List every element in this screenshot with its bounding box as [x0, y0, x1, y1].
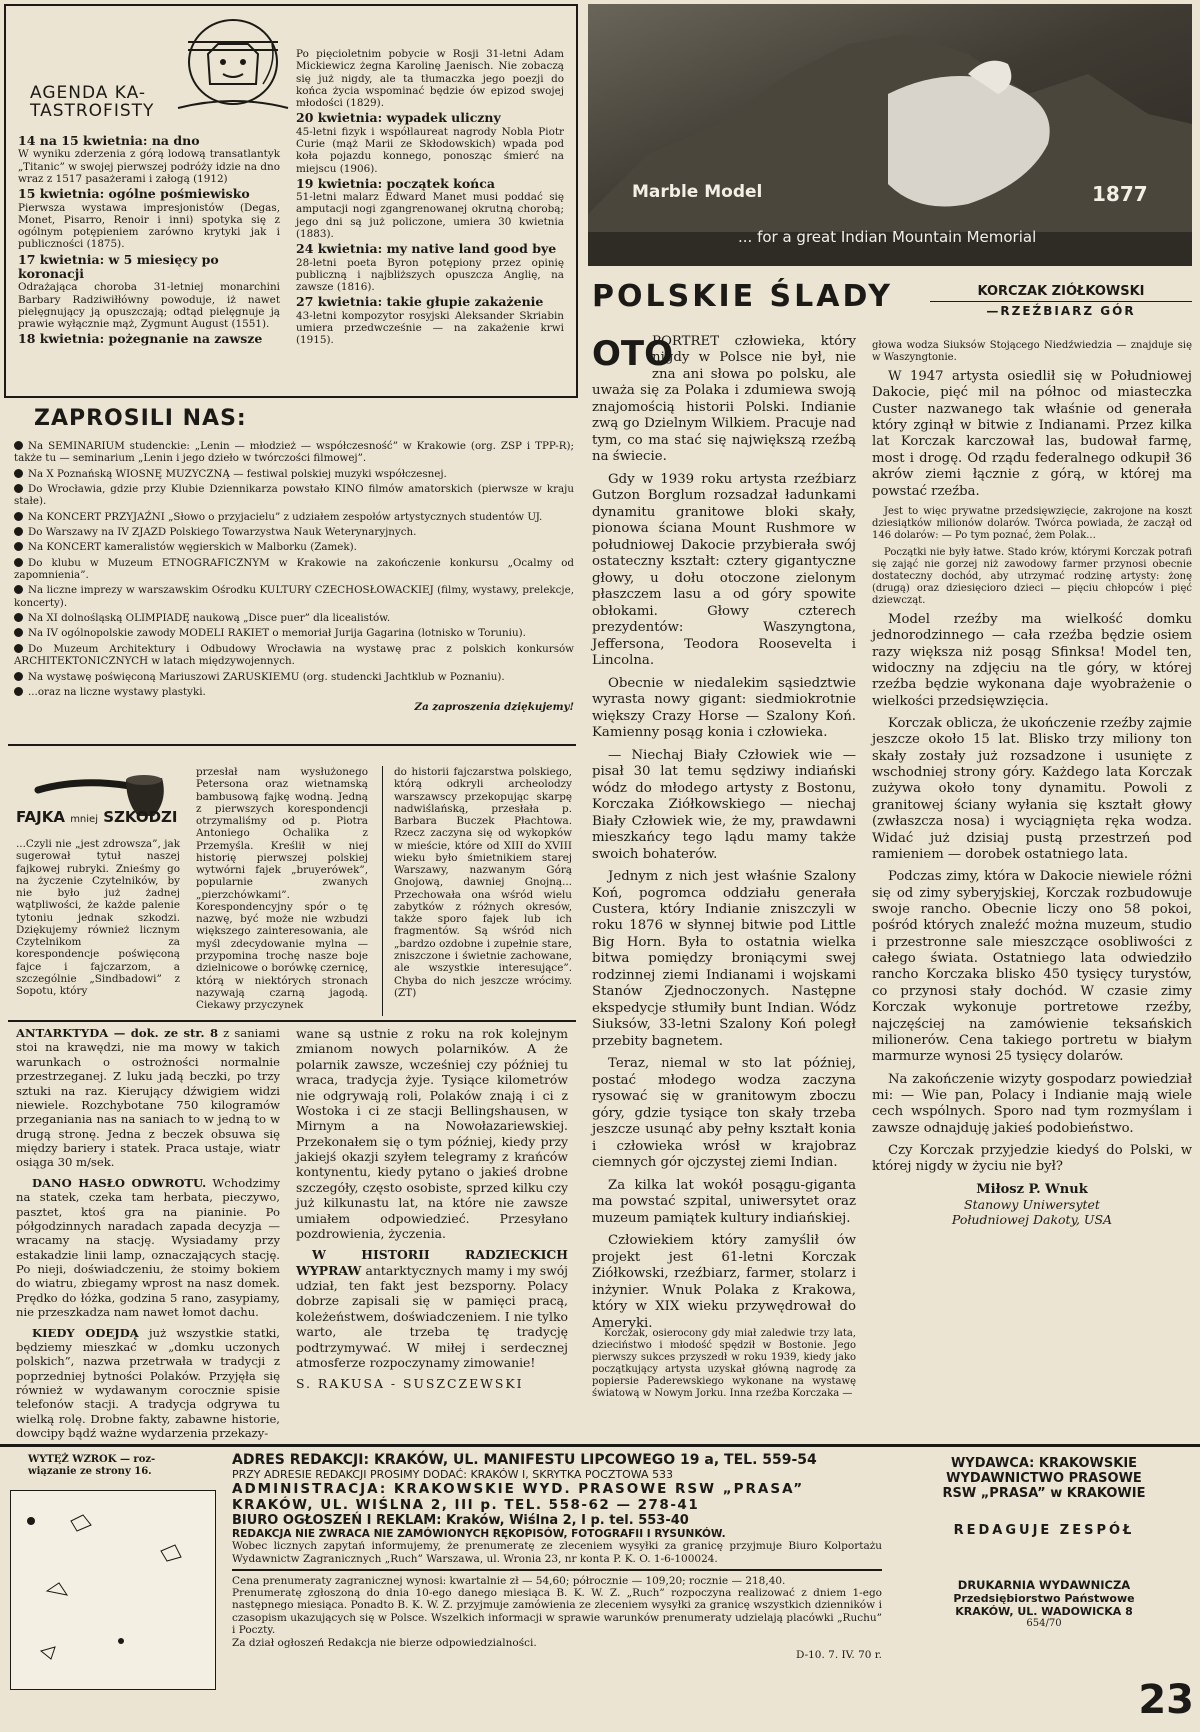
- mountain-photo: [588, 4, 1192, 266]
- bullet-icon: [14, 441, 23, 450]
- zaprosili-closing: Za zaproszenia dziękujemy!: [414, 701, 574, 714]
- zaprosili-title: ZAPROSILI NAS:: [34, 406, 247, 431]
- divider: [8, 1020, 576, 1022]
- list-item: Na SEMINARIUM studenckie: „Lenin — młodzież — współczesność” w Krakowie (org. ZSP i TPP-R); także tu — seminarium „Lenin i jego dzieło w twórczości filmowej”.: [14, 440, 574, 465]
- bullet-icon: [14, 558, 23, 567]
- photo-caption-mid: ... for a great Indian Mountain Memorial: [738, 228, 1037, 246]
- bullet-icon: [14, 469, 23, 478]
- agenda-title: AGENDA KA- TASTROFISTY: [30, 83, 155, 121]
- agenda-entry: 18 kwietnia: pożegnanie na zawsze: [18, 331, 263, 347]
- fajka-col3: do historii fajczarstwa polskiego, którą odkryli archeolodzy warszawscy przekopując skarpę nadwiślańską, przesłała p. Barbara Buczek Płachtowa. Rzecz zaczyna się od wykopków w mieście, które od XIII do XVIII wieku było śmietnikiem starej Warszawy, nazwanym Górą Gnojową, dawniej Gnojną... Przechowała ona wśród wielu zabytków z różnych okresów, także sporo fajek lub ich fragmentów. Są wśród nich „bardzo ozdobne i zupełnie stare, zniszczone i świetnie zachowane, ale wszystkie interesujące”. Chyba do nich jeszcze wrócimy. (ZT): [394, 766, 572, 999]
- bullet-icon: [14, 527, 23, 536]
- divider: [382, 766, 383, 1016]
- agenda-entry: 27 kwietnia: takie głupie zakażenie 43-letni kompozytor rosyjski Aleksander Skriabin umiera przedwcześnie — na zakażenie krwi (1915).: [296, 294, 564, 347]
- puzzle-label: WYTĘŻ WZROK — roz- wiązanie ze strony 16.: [28, 1454, 156, 1477]
- paragraph: Na zakończenie wizyty gospodarz powiedział mi: — Wie pan, Polacy i Indianie mają wiele cech wspólnych. Sporo nad tym rozmyślam i zawsze odnajduję jakieś podobieństwo.: [872, 1071, 1192, 1136]
- paragraph: głowa wodza Siuksów Stojącego Niedźwiedzia — znajduje się w Waszyngtonie.: [872, 340, 1192, 363]
- article-col2: [872, 340, 1192, 1438]
- bullet-icon: [14, 585, 23, 594]
- antarktyda-col2: [296, 1026, 568, 1436]
- dropcap: OTO: [592, 334, 673, 374]
- paragraph: Podczas zimy, która w Dakocie niewiele różni się od zimy syberyjskiej, Korczak rozbudowuje swoje rancho. Obecnie liczy ono 58 pokoi, pośród których znaleźć można muzeum, studio i przestronne sale mieszczące osobliwości z całego świata. Ostatniego lata odwiedziło rancho Korczaka blisko 450 tysięcy turystów, co przynosi stały dochód. W czasie zimy Korczak wykonuje portretowe rzeźby, najczęściej na zamówienie teksańskich milionerów. Cena takiego portretu w białym marmurze wynosi 25 tysięcy dolarów.: [872, 869, 1192, 1065]
- list-item: Na liczne imprezy w warszawskim Ośrodku KULTURY CZECHOSŁOWACKIEJ (filmy, wystawy, prelekcje, koncerty).: [14, 584, 574, 609]
- puzzle-shapes: [11, 1491, 217, 1691]
- photo-drawing: [588, 4, 1192, 266]
- catastrophist-illustration: [168, 14, 298, 118]
- agenda-entry: 14 na 15 kwietnia: na dno W wyniku zderzenia z górą lodową transatlantyk „Titanic” w swojej pierwszej podróży idzie na dno wraz z 1517 pasażerami i załogą (1912): [18, 133, 280, 185]
- paragraph: KIEDY ODEJDĄ już wszystkie statki, będziemy mieszkać w „domku uczonych polskich”, nazwa przetrwała w tradycji z poprzedniej bytności Polaków. Przyjęła się również w wydawanym corocznie spisie telefonów stacji. A tradycja odgrywa tu wielką rolę. Drobne fakty, zabawne historie, dowcipy bądź ważne wydarzenia przekazy-: [16, 1325, 280, 1441]
- fajka-col1: ...Czyli nie „jest zdrowsza”, jak sugerował tytuł naszej fajkowej rubryki. Znieśmy go na życzenie Czytelników, by nie było już żadnej wątpliwości, że każde palenie tytoniu jednak szkodzi. Dziękujemy również licznym Czytelnikom za korespondencje poświęconą fajce i fajczarzom, a szczególnie „Sindbadowi” z Sopotu, który: [16, 838, 180, 998]
- list-item: ...oraz na liczne wystawy plastyki.: [14, 686, 574, 698]
- bullet-icon: [14, 628, 23, 637]
- paragraph: Korczak oblicza, że ukończenie rzeźby zajmie jeszcze około 15 lat. Blisko trzy miliony ton skały zostały już rozsadzone i usunięte z wschodniej strony góry. Każdego lata Korczak zużywa około tony dynamitu. Powoli z granitowej ściany wyłania się kształt głowy (zwłaszcza nosa) i wyciągnięta ręka wodza. Widać już dzisiaj pustą przestrzeń pod ramieniem — dorobek ostatniego lata.: [872, 716, 1192, 862]
- paragraph: ANTARKTYDA — dok. ze str. 8 z saniami stoi na krawędzi, nie ma mowy w takich warunkach o ostrożności normalnie przestrzeganej. Z luku jadą beczki, po trzy sztuki na raz. Kierujący dźwigiem widzi niewiele. Rozchybotane 750 kilogramów przeganiania nas na saniach to w jedną to w drugą stronę. Jedna z beczek obsuwa się między bariery i statek. Praca ustaje, wiatr osiąga 30 m/sek.: [16, 1026, 280, 1170]
- divider: [8, 744, 576, 746]
- paragraph: Teraz, niemal w sto lat później, postać młodego wodza zaczyna rysować się w granitowym zboczu góry, gdzie tysiące ton skały trzeba jeszcze usunąć aby pełny kształt konia i człowieka wrósł w krajobraz ciemnych gór ojczystej ziemi Indian.: [592, 1056, 856, 1171]
- fajka-title: FAJKA mniej SZKODZI: [16, 808, 178, 826]
- paragraph: W HISTORII RADZIECKICH WYPRAW antarktycznych mamy i my swój udział, ten fakt jest bezsporny. Polacy dobrze zapisali się w pamięci pracą, koleżeństwem, doświadczeniem. I nie tylko warto, ale trzeba tę tradycję podtrzymywać. W miłej i serdecznej atmosferze rozpoczynamy zimowanie!: [296, 1247, 568, 1370]
- paragraph: Gdy w 1939 roku artysta rzeźbiarz Gutzon Borglum rozsadzał ładunkami dynamitu granitowe bloki skały, pionowa ściana Mount Rushmore w południowej Dakocie przybierała swój ostateczny kształt: cztery gigantyczne głowy, u dołu otoczone zielonym płaszczem lasu a od góry spowite obłokami. Głowy czterech prezydentów: Waszyngtona, Jeffersona, Teodora Roosevelta i Lincolna.: [592, 471, 856, 669]
- list-item: Do Warszawy na IV ZJAZD Polskiego Towarzystwa Nauk Weterynaryjnych.: [14, 526, 574, 538]
- polskie-slady-title: POLSKIE ŚLADY: [592, 279, 893, 314]
- photo-caption-left: Marble Model: [632, 182, 763, 202]
- footer-center: ADRES REDAKCJI: KRAKÓW, UL. MANIFESTU LIPCOWEGO 19 a, TEL. 559-54 PRZY ADRESIE REDAKCJI PROSIMY DODAĆ: KRAKÓW I, SKRYTKA POCZTOWA 533 ADMINISTRACJA: KRAKOWSKIE WYD. PRASOWE RSW „PRASA” KRAKÓW, UL. WIŚLNA 2, III p. TEL. 558-62 — 278-41 BIURO OGŁOSZEŃ I REKLAM: Kraków, Wiślna 2, I p. tel. 553-40 REDAKCJA NIE ZWRACA NIE ZAMÓWIONYCH RĘKOPISÓW, FOTOGRAFII I RYSUNKÓW. Wobec licznych zapytań informujemy, że prenumeratę ze zleceniem wysyłki za granicę przyjmuje Biuro Kolportażu Wydawnictw Zagranicznych „Ruch” Warszawa, ul. Wronia 23, nr konta P. K. O. 1-6-100024. Cena prenumeraty zagranicznej wynosi: kwartalnie zł — 54,60; półrocznie — 109,20; rocznie — 218,40. Prenumeratę zgłoszoną do dnia 10-ego danego miesiąca B. K. W. Z. „Ruch” rozpoczyna realizować z dniem 1-ego następnego miesiąca. Ponadto B. K. W. Z. przyjmuje zamówienia ze zleceniem wysyłki za granicę wszystkich dzienników i czasopism ukazujących się w Polsce. Wszelkich informacji w sprawie warunków prenumeraty udzielają placówki „Ruchu” i Poczty. Za dział ogłoszeń Redakcja nie bierze odpowiedzialności. D-10. 7. IV. 70 r.: [232, 1452, 882, 1662]
- paragraph: PORTRET człowieka, który nigdy w Polsce nie był, nie zna ani słowa po polsku, ale uważa się za Polaka i zdumiewa swoją znajomością historii Polski. Indianie zwą go Dzielnym Wilkiem. Pracuje nad tym, co ma stać się największą rzeźbą na świecie.: [592, 334, 856, 465]
- paragraph: Model rzeźby ma wielkość domku jednorodzinnego — cała rzeźba będzie osiem razy większa niż posąg Sfinksa! Model ten, widoczny na zdjęciu na tle góry, w której rzeźba będzie wykonana daje wyobrażenie o wielkości przedsięwzięcia.: [872, 611, 1192, 709]
- list-item: Do klubu w Muzeum ETNOGRAFICZNYM w Krakowie na zakończenie konkursu „Ocalmy od zapomnienia”.: [14, 556, 574, 582]
- list-item: Na X Poznańską WIOSNĘ MUZYCZNĄ — festiwal polskiej muzyki współczesnej.: [14, 468, 574, 480]
- paragraph: DANO HASŁO ODWROTU. Wchodzimy na statek, czeka tam herbata, pieczywo, pasztet, ktoś gra na pianinie. Po półgodzinnych naradach zapada decyzja — wracamy na stację. Wysiadamy przy estakadzie linii lamp, oznaczających stację. Po nieji, doświadczeniu, że stoimy bokiem do wiatru, zbiegamy wprost na nasz domek. Prędko do łóżka, godzina 5 rano, zasypiamy, nie przeszkadza nam nawet łomot dachu.: [16, 1175, 280, 1320]
- footer-rule: [0, 1444, 1200, 1447]
- paragraph: Człowiekiem który zamyślił ów projekt jest 61-letni Korczak Ziółkowski, rzeźbiarz, farmer, stolarz i inżynier. Wnuk Polaka z Krakowa, który w XIX wieku przywędrował do Ameryki.: [592, 1233, 856, 1331]
- agenda-entry: 20 kwietnia: wypadek uliczny 45-letni fizyk i współlaureat nagrody Nobla Piotr Curie (mąż Marii ze Skłodowskich) wpada pod koła pojazdu konnego, ponosząc śmierć na miejscu (1906).: [296, 110, 564, 175]
- list-item: Na wystawę poświęconą Mariuszowi ZARUSKIEMU (org. studencki Jachtklub w Poznaniu).: [14, 671, 574, 683]
- divider: [232, 1569, 882, 1571]
- zaprosili-list: [14, 440, 574, 718]
- bullet-icon: [14, 613, 23, 622]
- fajka-col2: przesłał nam wysłużonego Petersona oraz wietnamską bambusową fajkę wodną. Jedną z pierwszych korespondencji otrzymaliśmy od p. Piotra Antoniego Ochalika z Przemyśla. Kreślił w niej historię pierwszej polskiej wytwórni fajek „bruyerówek”, popularnie zwanych „pierzchówkami”. Korespondencyjny spór o tę nazwę, być może nie wzbudzi większego zainteresowania, ale myśl zdecydowanie mylna — przypomina trochę nasze boje dzielnicowe o borówkę czernicę, którą w niektórych stronach nazywają czarną jagodą. Ciekawy przyczynek: [196, 766, 368, 1012]
- paragraph: W 1947 artysta osiedlił się w Południowej Dakocie, pięć mil na północ od miasteczka Custer nazwanego tak właśnie od generała który zginął w bitwie z Indianami. Przez kilka lat Korczak karczował las, budował farmę, most i drogę. Od rządu federalnego odkupił 36 akrów ziemi łącznie z górą, w której ma powstać rzeźba.: [872, 369, 1192, 499]
- signature: S. RAKUSA - SUSZCZEWSKI: [296, 1376, 524, 1392]
- article-col1: [592, 334, 856, 1331]
- paragraph: Jest to więc prywatne przedsięwzięcie, zakrojone na koszt dziesiątków milionów dolarów. Twórca powiada, że zaczął od 146 dolarów: — Po tym poznać, żem Polak...: [872, 505, 1192, 541]
- author-block: Miłosz P. Wnuk Stanowy Uniwersytet Południowej Dakoty, USA: [951, 1181, 1113, 1227]
- agenda-entry: 15 kwietnia: ogólne pośmiewisko Pierwsza wystawa impresjonistów (Degas, Monet, Pisarro, Renoir i inni) spotyka się z ogólnym potępieniem zarówno krytyki jak i publiczności (1875).: [18, 186, 280, 251]
- bullet-icon: [14, 687, 23, 696]
- paragraph: Początki nie były łatwe. Stado krów, którymi Korczak potrafi się zająć nie gorzej niż zawodowy farmer przynosi obecnie dostateczny dochód, aby utrzymać rodzinę artysty: żonę (drugą) oraz dziesięcioro dzieci — pięciu chłopców i pięć dziewcząt.: [872, 546, 1192, 606]
- bullet-icon: [14, 484, 23, 493]
- article-col1-small: [592, 1328, 856, 1438]
- bullet-icon: [14, 672, 23, 681]
- list-item: Do Muzeum Architektury i Odbudowy Wrocławia na wystawę prac z polskich konkursów ARCHITEKTONICZNYCH w latach międzywojennych.: [14, 642, 574, 668]
- puzzle-image: [10, 1490, 216, 1690]
- page-number: 23: [1138, 1677, 1194, 1723]
- agenda-column-left: [18, 134, 280, 394]
- list-item: Na KONCERT kameralistów węgierskich w Malborku (Zamek).: [14, 541, 574, 553]
- paragraph: Obecnie w niedalekim sąsiedztwie wyrasta nowy gigant: siedmiokrotnie większy Crazy Horse — Szalony Koń. Kamienny posąg konia i człowieka.: [592, 675, 856, 741]
- bullet-icon: [14, 542, 23, 551]
- paragraph: Korczak, osierocony gdy miał zaledwie trzy lata, dzieciństwo i młodość spędził w Bostonie. Jego pierwszy sukces przyszedł w roku 1939, kiedy jako początkujący artysta uzyskał główną nagrodę za popiersie Paderewskiego wykonane na wystawę światową w Nowym Jorku. Inna rzeźba Korczaka —: [592, 1328, 856, 1399]
- agenda-entry: 19 kwietnia: początek końca 51-letni malarz Edward Manet musi poddać się amputacji nogi zgangrenowanej okrutną chorobą; jego dni są już policzone, umiera 30 kwietnia (1883).: [296, 175, 564, 240]
- list-item: Na XI dolnośląską OLIMPIADĘ naukową „Disce puer” dla licealistów.: [14, 612, 574, 624]
- agenda-column-right: [296, 48, 564, 394]
- list-item: Do Wrocławia, gdzie przy Klubie Dziennikarza powstało KINO filmów amatorskich (pierwsze w kraju stałe).: [14, 483, 574, 508]
- paragraph: Jednym z nich jest właśnie Szalony Koń, pogromca oddziału generała Custera, który Indianie zniszczyli w roku 1876 w słynnej bitwie pod Little Big Horn. Była to ostatnia wielka bitwa pomiędzy broniącymi swej rodzinnej ziemi Indianami i wojskami Stanów Zjednoczonych. Następne ekspedycje stłumiły bunt Indian. Wódz Siuksów, 33-letni Szalony Koń poległ przebity bagnetem.: [592, 869, 856, 1049]
- byline: KORCZAK ZIÓŁKOWSKI —RZEŹBIARZ GÓR: [930, 284, 1192, 318]
- agenda-entry: 24 kwietnia: my native land good bye 28-letni poeta Byron potępiony przez opinię publiczną i najbliższych opuszcza Anglię, na zawsze (1816).: [296, 241, 564, 294]
- agenda-entry: 17 kwietnia: w 5 miesięcy po koronacji Odrażająca choroba 31-letniej monarchini Barbary Radziwiłłówny powoduje, iż nawet pielęgnujący ją opuszczają; odtąd pielęgnuje ją prawie wyłącznie mąż, Zygmunt August (1551).: [18, 251, 280, 331]
- photo-caption-right: 1877: [1092, 182, 1148, 206]
- paragraph: — Niechaj Biały Człowiek wie — pisał 30 lat temu sędziwy indiański wódz do młodego artysty z Bostonu, Korczaka Ziółkowskiego — niechaj Biały Człowiek wie, że my, prawdawni mieszkańcy tego lądu mamy także swoich bohaterów.: [592, 747, 856, 862]
- antarktyda-col1: [16, 1026, 280, 1441]
- footer-right: WYDAWCA: KRAKOWSKIE WYDAWNICTWO PRASOWE RSW „PRASA” w KRAKOWIE REDAGUJE ZESPÓŁ DRUKARNIA WYDAWNICZA Przedsiębiorstwo Państwowe KRAKÓW, UL. WADOWICKA 8 654/70: [942, 1456, 1146, 1629]
- list-item: Na KONCERT PRZYJAŹNI „Słowo o przyjacielu” z udziałem zespołów artystycznych studentów UJ.: [14, 511, 574, 523]
- agenda-entry: Po pięcioletnim pobycie w Rosji 31-letni Adam Mickiewicz żegna Karolinę Jaenisch. Nie zobaczą się już nigdy, ale ta tłumaczka jego poezji do końca życia wspominać będzie ów epizod swojej młodości (1829).: [296, 48, 564, 110]
- bullet-icon: [14, 644, 23, 653]
- paragraph: Czy Korczak przyjedzie kiedyś do Polski, w której nigdy w życiu nie był?: [872, 1143, 1192, 1175]
- bullet-icon: [14, 512, 23, 521]
- list-item: Na IV ogólnopolskie zawody MODELI RAKIET o memoriał Jurija Gagarina (lotnisko w Toruniu).: [14, 627, 574, 639]
- paragraph: Za kilka lat wokół posągu-giganta ma powstać szpital, uniwersytet oraz muzeum pamiątek kultury indiańskiej.: [592, 1177, 856, 1226]
- paragraph: wane są ustnie z roku na rok kolejnym zmianom nowych polarników. A że polarnik zawsze, wcześniej czy później tu wraca, tradycja żyje. Tysiące kilometrów nie odgrywają roli, Polaków znają i ci z Wostoka i ci ze stacji Bellingshausen, w Mirnym a na Nowołazariewskiej. Przekonałem się o tym później, kiedy przy jakiejś okazji szyłem telegramy z krańców kontynentu, kiedy pytano o jakieś drobne szczegóły, często osobiste, sprzed kilku czy już kilkunastu lat, na które nie zawsze umiałem odpowiedzieć. Przesyłano pozdrowienia, życzenia.: [296, 1026, 568, 1241]
